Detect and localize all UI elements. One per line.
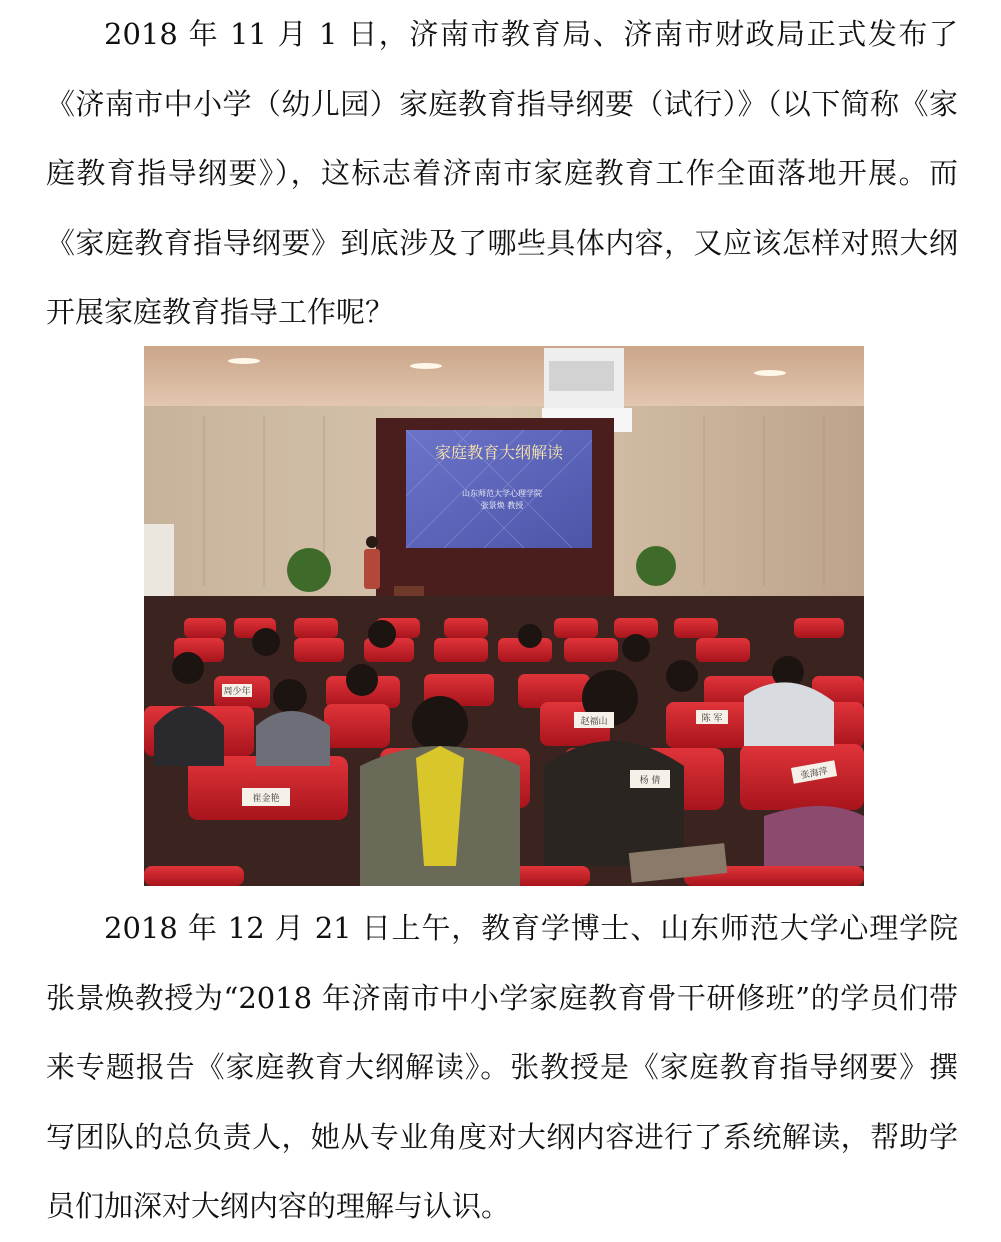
nameplate: 崔金艳	[252, 794, 280, 804]
report-paragraph: 2018 年 12 月 21 日上午，教育学博士、山东师范大学心理学院张景焕教授为“2018 年济南市中小学家庭教育骨干研修班”的学员们带来专题报告《家庭教育大纲解读》。张教授是《家庭教育指导纲要》撰写团队的总负责人，她从专业角度对大纲内容进行了系统解读，帮助学员们加深对大纲内容的理解与认识。	[46, 911, 958, 1223]
nameplate: 周少年	[223, 687, 251, 697]
nameplate: 赵福山	[580, 717, 608, 727]
lecture-hall-photo	[144, 346, 864, 886]
slide-institution: 山东师范大学心理学院	[462, 489, 542, 498]
intro-paragraph: 2018 年 11 月 1 日，济南市教育局、济南市财政局正式发布了《济南市中小学（幼儿园）家庭教育指导纲要（试行）》（以下简称《家庭教育指导纲要》），这标志着济南市家庭教育工作全面落地开展。而《家庭教育指导纲要》到底涉及了哪些具体内容，又应该怎样对照大纲开展家庭教育指导工作呢？	[46, 17, 958, 329]
nameplate: 杨 倩	[639, 776, 661, 786]
nameplate: 陈 军	[701, 714, 723, 724]
nameplate: 张海萍	[800, 766, 829, 782]
slide-title: 家庭教育大纲解读	[434, 443, 564, 462]
slide-presenter: 张景焕 教授	[480, 501, 524, 510]
